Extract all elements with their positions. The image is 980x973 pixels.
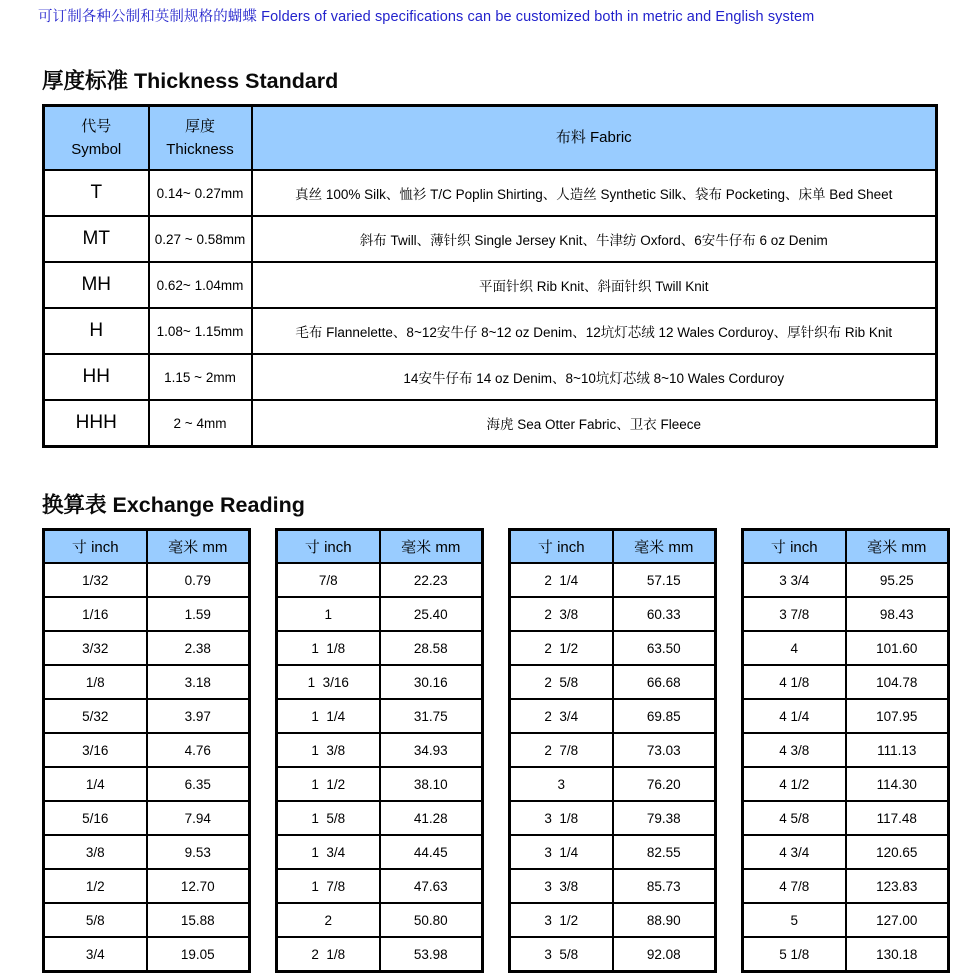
thickness-standard-table — [42, 104, 938, 448]
thickness-standard-title: 厚度标准 Thickness Standard — [42, 69, 339, 93]
exchange-row — [277, 699, 483, 733]
inch-cell: 4 1/2 — [743, 767, 846, 801]
inch-cell: 3 3/4 — [743, 563, 846, 597]
symbol-cell: HHH — [44, 400, 149, 447]
mm-cell: 82.55 — [613, 835, 716, 869]
exchange-row — [44, 665, 250, 699]
fabric-cell: 14安牛仔布 14 oz Denim、8~10坑灯芯绒 8~10 Wales Corduroy — [252, 354, 937, 400]
inch-cell: 5 1/8 — [743, 937, 846, 972]
inch-cell: 1 3/16 — [277, 665, 380, 699]
inch-cell: 3 1/2 — [510, 903, 613, 937]
exchange-row — [277, 597, 483, 631]
inch-cell: 1 — [277, 597, 380, 631]
inch-cell: 3/8 — [44, 835, 147, 869]
exchange-row — [44, 563, 250, 597]
mm-cell: 44.45 — [380, 835, 483, 869]
exchange-reading-title: 换算表 Exchange Reading — [42, 493, 305, 517]
inch-cell: 1 1/8 — [277, 631, 380, 665]
inch-cell: 2 1/2 — [510, 631, 613, 665]
exchange-row — [743, 699, 949, 733]
symbol-header-zh: 代号 — [81, 117, 112, 135]
mm-cell: 95.25 — [846, 563, 949, 597]
mm-cell: 66.68 — [613, 665, 716, 699]
mm-cell: 114.30 — [846, 767, 949, 801]
exchange-row — [510, 665, 716, 699]
inch-cell: 2 3/4 — [510, 699, 613, 733]
exchange-row — [743, 801, 949, 835]
inch-cell: 2 7/8 — [510, 733, 613, 767]
exchange-row — [743, 869, 949, 903]
mm-column-header: 毫米 mm — [613, 530, 716, 564]
mm-cell: 38.10 — [380, 767, 483, 801]
mm-cell: 123.83 — [846, 869, 949, 903]
inch-cell: 1/32 — [44, 563, 147, 597]
inch-column-header: 寸 inch — [743, 530, 846, 564]
exchange-row — [743, 937, 949, 972]
thickness-table-header — [44, 106, 937, 171]
fabric-cell: 毛布 Flannelette、8~12安牛仔 8~12 oz Denim、12坑灯芯绒 12 Wales Corduroy、厚针织布 Rib Knit — [252, 308, 937, 354]
exchange-row — [277, 767, 483, 801]
mm-cell: 4.76 — [147, 733, 250, 767]
mm-cell: 3.18 — [147, 665, 250, 699]
exchange-row — [44, 869, 250, 903]
inch-cell: 2 5/8 — [510, 665, 613, 699]
mm-cell: 53.98 — [380, 937, 483, 972]
fabric-cell: 斜布 Twill、薄针织 Single Jersey Knit、牛津纺 Oxford、6安牛仔布 6 oz Denim — [252, 216, 937, 262]
mm-cell: 19.05 — [147, 937, 250, 972]
exchange-row — [510, 767, 716, 801]
exchange-row — [510, 631, 716, 665]
thickness-header-row — [44, 106, 937, 171]
inch-cell: 1/4 — [44, 767, 147, 801]
mm-cell: 15.88 — [147, 903, 250, 937]
exchange-row — [277, 563, 483, 597]
mm-column-header: 毫米 mm — [380, 530, 483, 564]
symbol-column-header — [44, 106, 149, 171]
mm-cell: 107.95 — [846, 699, 949, 733]
thickness-cell: 1.08~ 1.15mm — [149, 308, 252, 354]
exchange-row — [44, 801, 250, 835]
fabric-column-header: 布料 Fabric — [252, 106, 937, 171]
mm-cell: 130.18 — [846, 937, 949, 972]
symbol-cell: T — [44, 170, 149, 216]
exchange-row — [44, 835, 250, 869]
thickness-column-header — [149, 106, 252, 171]
exchange-header-row — [44, 530, 250, 564]
mm-cell: 111.13 — [846, 733, 949, 767]
thickness-row — [44, 170, 937, 216]
exchange-table-2 — [275, 528, 484, 973]
mm-cell: 47.63 — [380, 869, 483, 903]
mm-cell: 98.43 — [846, 597, 949, 631]
exchange-row — [510, 835, 716, 869]
inch-cell: 3 3/8 — [510, 869, 613, 903]
mm-cell: 50.80 — [380, 903, 483, 937]
mm-cell: 127.00 — [846, 903, 949, 937]
exchange-row — [44, 937, 250, 972]
exchange-row — [743, 597, 949, 631]
thickness-table-body — [44, 170, 937, 447]
exchange-row — [743, 563, 949, 597]
inch-cell: 3 5/8 — [510, 937, 613, 972]
exchange-row — [277, 903, 483, 937]
mm-column-header: 毫米 mm — [846, 530, 949, 564]
thickness-row — [44, 216, 937, 262]
exchange-row — [44, 767, 250, 801]
thickness-cell: 0.14~ 0.27mm — [149, 170, 252, 216]
fabric-cell: 平面针织 Rib Knit、斜面针织 Twill Knit — [252, 262, 937, 308]
exchange-row — [44, 903, 250, 937]
mm-cell: 30.16 — [380, 665, 483, 699]
thickness-row — [44, 400, 937, 447]
exchange-row — [743, 733, 949, 767]
inch-cell: 1 3/8 — [277, 733, 380, 767]
exchange-row — [510, 903, 716, 937]
mm-cell: 76.20 — [613, 767, 716, 801]
mm-cell: 6.35 — [147, 767, 250, 801]
inch-cell: 4 3/4 — [743, 835, 846, 869]
mm-cell: 1.59 — [147, 597, 250, 631]
mm-cell: 104.78 — [846, 665, 949, 699]
inch-cell: 5 — [743, 903, 846, 937]
thickness-row — [44, 308, 937, 354]
exchange-row — [277, 733, 483, 767]
mm-cell: 79.38 — [613, 801, 716, 835]
inch-cell: 2 — [277, 903, 380, 937]
mm-column-header: 毫米 mm — [147, 530, 250, 564]
inch-cell: 1 1/4 — [277, 699, 380, 733]
inch-cell: 1 5/8 — [277, 801, 380, 835]
inch-column-header: 寸 inch — [277, 530, 380, 564]
exchange-table-body — [743, 563, 949, 972]
inch-cell: 5/16 — [44, 801, 147, 835]
inch-cell: 5/32 — [44, 699, 147, 733]
mm-cell: 92.08 — [613, 937, 716, 972]
exchange-table-1 — [42, 528, 251, 973]
exchange-header-row — [743, 530, 949, 564]
inch-cell: 1 1/2 — [277, 767, 380, 801]
mm-cell: 34.93 — [380, 733, 483, 767]
thickness-cell: 0.27 ~ 0.58mm — [149, 216, 252, 262]
mm-cell: 9.53 — [147, 835, 250, 869]
mm-cell: 7.94 — [147, 801, 250, 835]
exchange-table-4 — [741, 528, 950, 973]
exchange-table-body — [277, 563, 483, 972]
mm-cell: 41.28 — [380, 801, 483, 835]
exchange-row — [277, 937, 483, 972]
inch-cell: 1 7/8 — [277, 869, 380, 903]
exchange-row — [277, 835, 483, 869]
symbol-header-en: Symbol — [71, 141, 122, 158]
exchange-row — [44, 733, 250, 767]
mm-cell: 22.23 — [380, 563, 483, 597]
symbol-cell: MT — [44, 216, 149, 262]
symbol-cell: MH — [44, 262, 149, 308]
exchange-row — [44, 597, 250, 631]
exchange-row — [743, 631, 949, 665]
mm-cell: 73.03 — [613, 733, 716, 767]
mm-cell: 28.58 — [380, 631, 483, 665]
thickness-cell: 0.62~ 1.04mm — [149, 262, 252, 308]
exchange-row — [277, 665, 483, 699]
exchange-row — [510, 733, 716, 767]
mm-cell: 60.33 — [613, 597, 716, 631]
exchange-tables-row — [42, 528, 938, 973]
fabric-cell: 海虎 Sea Otter Fabric、卫衣 Fleece — [252, 400, 937, 447]
inch-cell: 3 7/8 — [743, 597, 846, 631]
inch-cell: 4 3/8 — [743, 733, 846, 767]
mm-cell: 63.50 — [613, 631, 716, 665]
inch-column-header: 寸 inch — [510, 530, 613, 564]
inch-cell: 2 1/8 — [277, 937, 380, 972]
inch-cell: 3 1/8 — [510, 801, 613, 835]
thickness-header-zh: 厚度 — [184, 117, 215, 135]
exchange-header-row — [510, 530, 716, 564]
exchange-row — [44, 631, 250, 665]
symbol-cell: HH — [44, 354, 149, 400]
mm-cell: 25.40 — [380, 597, 483, 631]
exchange-row — [277, 631, 483, 665]
inch-cell: 4 1/8 — [743, 665, 846, 699]
mm-cell: 85.73 — [613, 869, 716, 903]
exchange-row — [277, 869, 483, 903]
symbol-cell: H — [44, 308, 149, 354]
inch-cell: 4 1/4 — [743, 699, 846, 733]
inch-cell: 3 — [510, 767, 613, 801]
thickness-cell: 2 ~ 4mm — [149, 400, 252, 447]
inch-cell: 4 — [743, 631, 846, 665]
mm-cell: 101.60 — [846, 631, 949, 665]
mm-cell: 88.90 — [613, 903, 716, 937]
inch-cell: 2 3/8 — [510, 597, 613, 631]
fabric-cell: 真丝 100% Silk、恤衫 T/C Poplin Shirting、人造丝 Synthetic Silk、袋布 Pocketing、床单 Bed Sheet — [252, 170, 937, 216]
inch-cell: 3/16 — [44, 733, 147, 767]
exchange-row — [44, 699, 250, 733]
exchange-table-3 — [508, 528, 717, 973]
exchange-row — [510, 801, 716, 835]
mm-cell: 31.75 — [380, 699, 483, 733]
exchange-row — [510, 699, 716, 733]
inch-cell: 1/2 — [44, 869, 147, 903]
inch-cell: 1/8 — [44, 665, 147, 699]
inch-cell: 4 7/8 — [743, 869, 846, 903]
exchange-row — [743, 903, 949, 937]
mm-cell: 0.79 — [147, 563, 250, 597]
inch-cell: 3/32 — [44, 631, 147, 665]
inch-cell: 7/8 — [277, 563, 380, 597]
inch-cell: 2 1/4 — [510, 563, 613, 597]
mm-cell: 117.48 — [846, 801, 949, 835]
exchange-row — [510, 869, 716, 903]
mm-cell: 69.85 — [613, 699, 716, 733]
inch-cell: 1/16 — [44, 597, 147, 631]
inch-cell: 3/4 — [44, 937, 147, 972]
exchange-table-body — [44, 563, 250, 972]
mm-cell: 2.38 — [147, 631, 250, 665]
thickness-cell: 1.15 ~ 2mm — [149, 354, 252, 400]
thickness-row — [44, 262, 937, 308]
exchange-row — [510, 937, 716, 972]
exchange-row — [743, 665, 949, 699]
exchange-header-row — [277, 530, 483, 564]
mm-cell: 57.15 — [613, 563, 716, 597]
inch-column-header: 寸 inch — [44, 530, 147, 564]
inch-cell: 5/8 — [44, 903, 147, 937]
inch-cell: 3 1/4 — [510, 835, 613, 869]
exchange-row — [743, 835, 949, 869]
mm-cell: 120.65 — [846, 835, 949, 869]
exchange-row — [277, 801, 483, 835]
mm-cell: 12.70 — [147, 869, 250, 903]
exchange-row — [510, 563, 716, 597]
inch-cell: 4 5/8 — [743, 801, 846, 835]
exchange-row — [510, 597, 716, 631]
exchange-row — [743, 767, 949, 801]
mm-cell: 3.97 — [147, 699, 250, 733]
thickness-row — [44, 354, 937, 400]
exchange-table-body — [510, 563, 716, 972]
inch-cell: 1 3/4 — [277, 835, 380, 869]
thickness-header-en: Thickness — [166, 141, 234, 158]
customization-note: 可订制各种公制和英制规格的蝴蝶 Folders of varied specifications can be customized both in metric and English system — [38, 9, 815, 25]
